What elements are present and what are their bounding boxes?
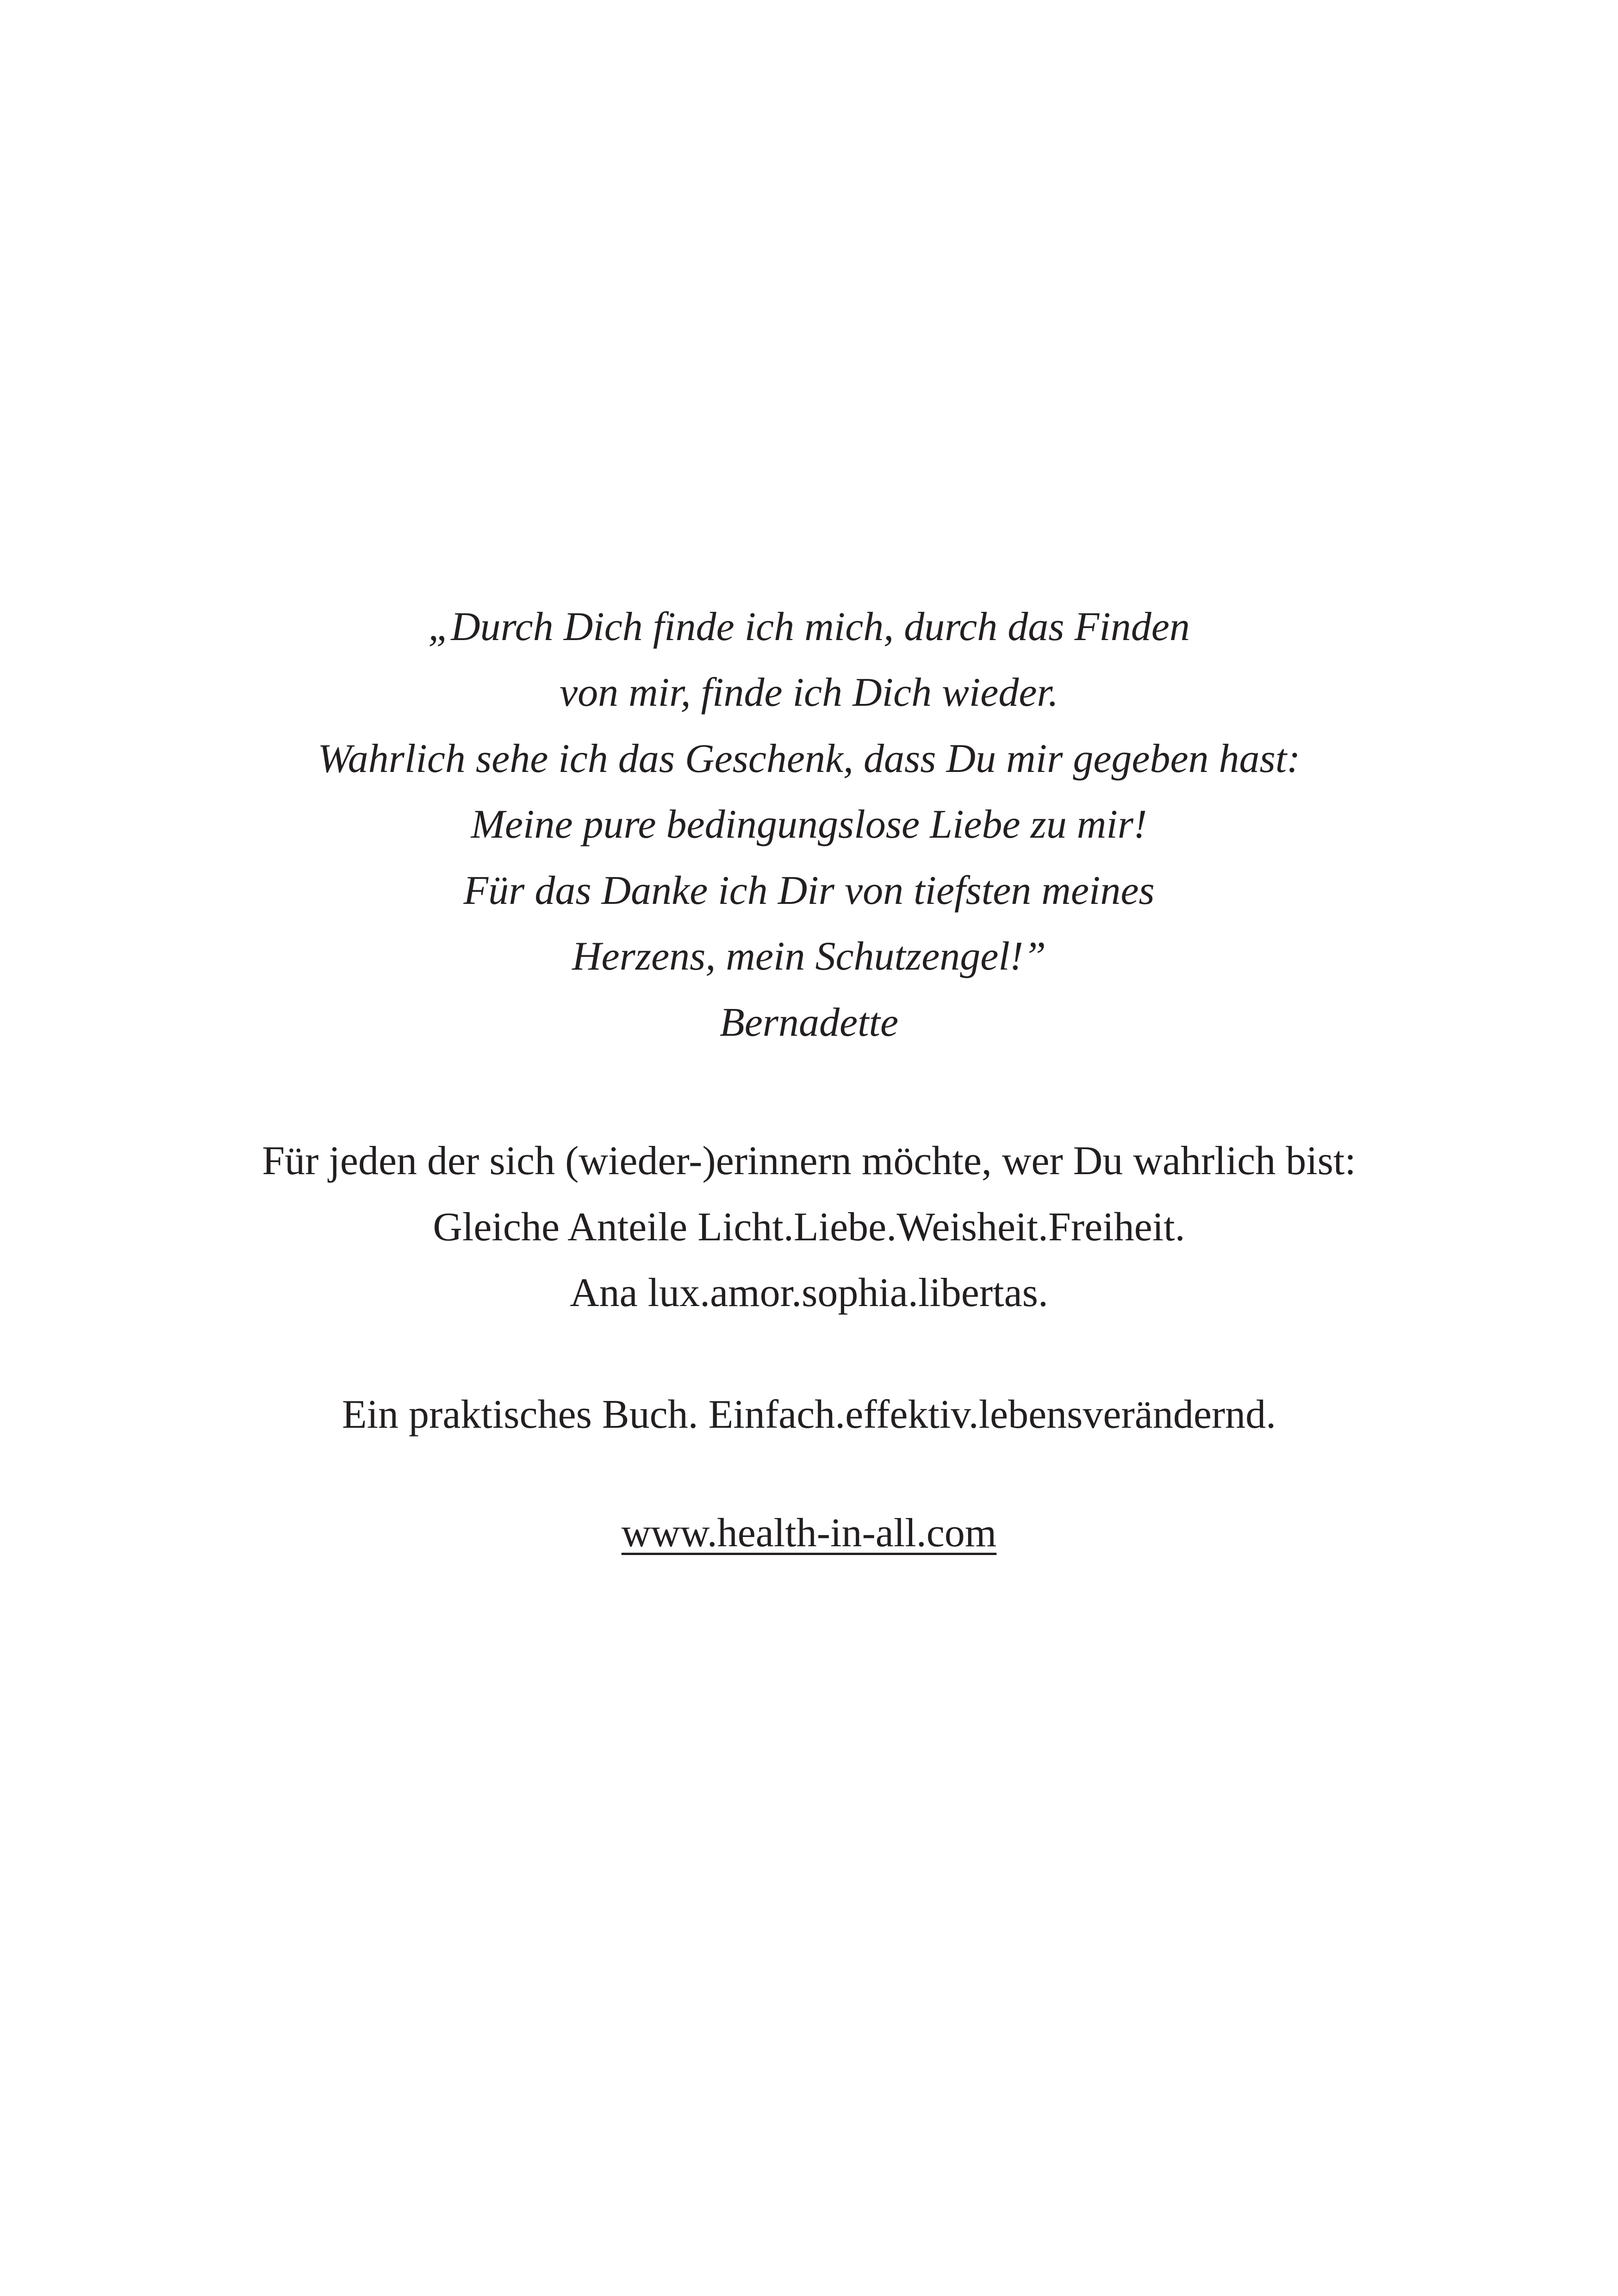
quote-author: Bernadette — [719, 1000, 899, 1045]
dedication-line-2: Gleiche Anteile Licht.Liebe.Weisheit.Freiheit. — [433, 1205, 1185, 1250]
website-link[interactable]: www.health-in-all.com — [621, 1511, 997, 1556]
dedication-line-3: Ana lux.amor.sophia.libertas. — [570, 1270, 1048, 1315]
quote-line-4: Meine pure bedingungslose Liebe zu mir! — [471, 802, 1147, 847]
quote-line-3: Wahrlich sehe ich das Geschenk, dass Du mir gegeben hast: — [317, 736, 1301, 781]
quote-line-2: von mir, finde ich Dich wieder. — [560, 670, 1058, 715]
quote-line-1: „Durch Dich finde ich mich, durch das Finden — [428, 604, 1190, 649]
quote-line-5: Für das Danke ich Dir von tiefsten meines — [463, 868, 1155, 913]
dedication-line-1: Für jeden der sich (wieder-)erinnern möchte, wer Du wahrlich bist: — [262, 1139, 1356, 1183]
website-line — [0, 1506, 1618, 1561]
tagline: Ein praktisches Buch. Einfach.effektiv.lebensverändernd. — [342, 1392, 1276, 1437]
quote-line-6: Herzens, mein Schutzengel!” — [572, 934, 1046, 979]
